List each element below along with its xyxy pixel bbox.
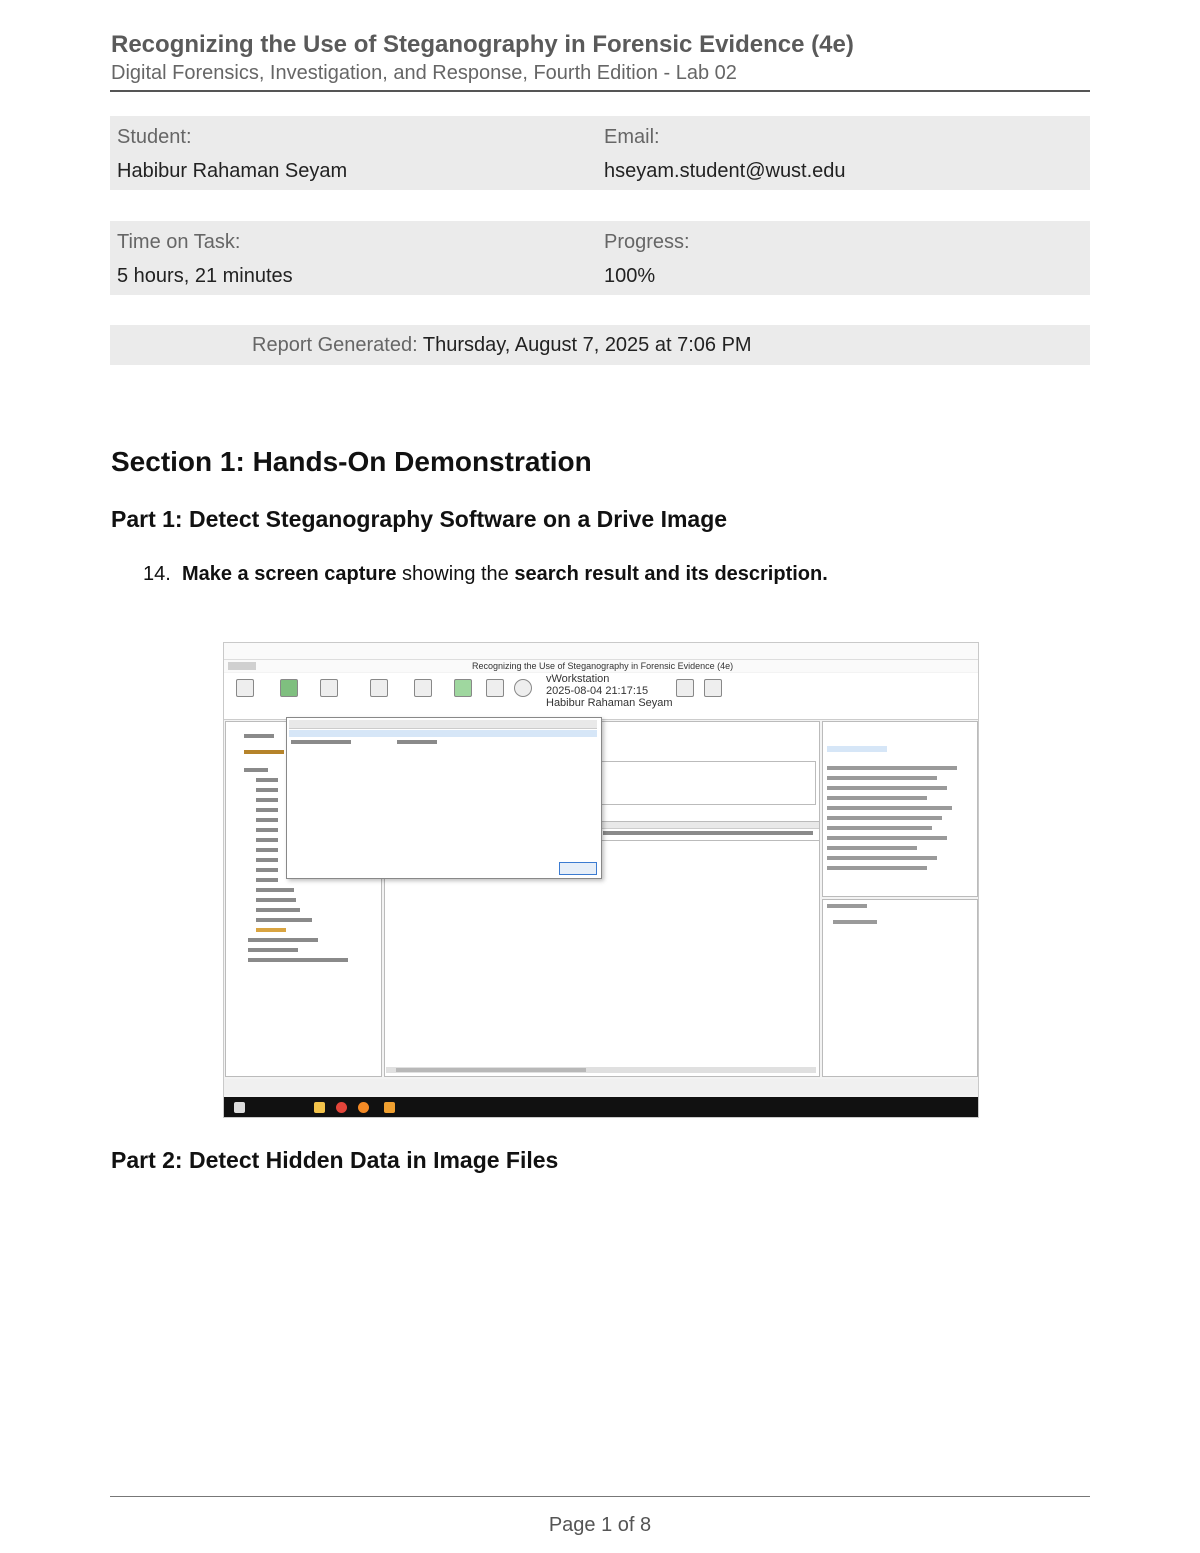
capture-folder-icon bbox=[370, 679, 388, 697]
tree-row bbox=[248, 948, 298, 952]
tree-row bbox=[256, 898, 296, 902]
part1-heading: Part 1: Detect Steganography Software on a Drive Image bbox=[111, 506, 728, 532]
tree-row bbox=[256, 848, 278, 852]
capture-titlebar bbox=[224, 643, 978, 660]
property-row bbox=[827, 806, 952, 810]
progress-info-box bbox=[110, 221, 1090, 295]
capture-export-icon bbox=[454, 679, 472, 697]
grid-header bbox=[601, 822, 819, 829]
page-number: Page 1 of 8 bbox=[548, 1514, 652, 1536]
chrome-icon bbox=[336, 1102, 347, 1113]
capture-results-grid bbox=[600, 821, 820, 841]
tree-row bbox=[256, 928, 286, 932]
property-row bbox=[827, 856, 937, 860]
watermark-line-1: vWorkstation bbox=[546, 673, 610, 685]
tree-row bbox=[248, 938, 318, 942]
property-row bbox=[827, 846, 917, 850]
watermark-line-2: 2025-08-04 21:17:15 bbox=[546, 685, 649, 697]
capture-gear-icon bbox=[236, 679, 254, 697]
tree-row bbox=[256, 868, 278, 872]
progress-field bbox=[604, 231, 690, 288]
capture-properties-pane bbox=[822, 721, 978, 897]
property-row bbox=[827, 826, 932, 830]
progress-value: 100% bbox=[604, 265, 656, 287]
dialog-close-button bbox=[559, 862, 597, 875]
report-generated-box bbox=[110, 325, 1090, 365]
capture-watermark bbox=[546, 673, 673, 709]
student-name: Habibur Rahaman Seyam bbox=[117, 160, 348, 182]
capture-file-list-box bbox=[600, 761, 816, 805]
step-bold-2: search result and its description. bbox=[514, 563, 828, 585]
bookmark-row bbox=[833, 920, 877, 924]
app-icon bbox=[384, 1102, 395, 1113]
bookmarks-title bbox=[827, 904, 867, 908]
capture-delete-icon bbox=[320, 679, 338, 697]
tree-row bbox=[244, 750, 284, 754]
scrollbar-thumb bbox=[396, 1068, 586, 1072]
step-number: 14. bbox=[143, 563, 171, 585]
tree-row bbox=[256, 888, 294, 892]
tree-row bbox=[256, 808, 278, 812]
capture-search-icon bbox=[514, 679, 532, 697]
email-field bbox=[604, 126, 846, 183]
property-row bbox=[827, 866, 927, 870]
email-value: hseyam.student@wust.edu bbox=[604, 160, 846, 182]
tree-row bbox=[256, 908, 300, 912]
document-title: Recognizing the Use of Steganography in Forensic Evidence (4e) bbox=[111, 31, 854, 58]
time-value: 5 hours, 21 minutes bbox=[117, 265, 293, 287]
capture-report-icon bbox=[676, 679, 694, 697]
student-label: Student: bbox=[117, 126, 192, 148]
report-generated bbox=[252, 334, 752, 357]
folder-icon bbox=[314, 1102, 325, 1113]
part2-heading: Part 2: Detect Hidden Data in Image Files bbox=[111, 1147, 559, 1173]
tree-row bbox=[256, 818, 278, 822]
capture-copy-icon bbox=[414, 679, 432, 697]
capture-window-title: Recognizing the Use of Steganography in Forensic Evidence (4e) bbox=[472, 661, 734, 671]
property-row bbox=[827, 766, 957, 770]
footer-divider bbox=[110, 1496, 1090, 1497]
properties-tabs bbox=[827, 746, 887, 752]
tree-row bbox=[256, 788, 278, 792]
windows-start-icon bbox=[234, 1102, 245, 1113]
student-info-box bbox=[110, 116, 1090, 190]
document-subtitle: Digital Forensics, Investigation, and Response, Fourth Edition - Lab 02 bbox=[111, 62, 737, 84]
header-divider bbox=[110, 90, 1090, 92]
step-14 bbox=[143, 563, 828, 586]
tree-row bbox=[244, 734, 274, 738]
tree-row bbox=[256, 918, 312, 922]
property-row bbox=[827, 776, 937, 780]
capture-search-dialog bbox=[286, 717, 602, 879]
time-label: Time on Task: bbox=[117, 231, 241, 253]
capture-save-icon bbox=[704, 679, 722, 697]
property-row bbox=[827, 786, 947, 790]
watermark-line-3: Habibur Rahaman Seyam bbox=[546, 697, 673, 709]
dialog-selected-row bbox=[289, 730, 597, 737]
tree-row bbox=[244, 768, 268, 772]
dialog-row bbox=[397, 740, 437, 744]
grid-row bbox=[603, 831, 813, 835]
capture-tool-icon bbox=[486, 679, 504, 697]
capture-add-icon bbox=[280, 679, 298, 697]
capture-taskbar bbox=[224, 1097, 978, 1117]
capture-file-tab bbox=[228, 662, 256, 670]
tree-row bbox=[256, 878, 278, 882]
tree-row bbox=[256, 778, 278, 782]
step-bold-1: Make a screen capture bbox=[181, 563, 397, 585]
capture-statusbar bbox=[224, 1079, 978, 1095]
capture-scrollbar bbox=[386, 1067, 816, 1073]
report-date: Thursday, August 7, 2025 at 7:06 PM bbox=[422, 334, 752, 356]
dialog-header bbox=[289, 720, 597, 729]
capture-bookmarks-pane bbox=[822, 899, 978, 1077]
tree-row bbox=[248, 958, 348, 962]
dialog-row bbox=[291, 740, 351, 744]
firefox-icon bbox=[358, 1102, 369, 1113]
tree-row bbox=[256, 838, 278, 842]
report-label: Report Generated: bbox=[252, 334, 418, 356]
tree-row bbox=[256, 798, 278, 802]
step-text-1: showing the bbox=[396, 563, 515, 585]
tree-row bbox=[256, 828, 278, 832]
section-heading: Section 1: Hands-On Demonstration bbox=[111, 446, 592, 477]
property-row bbox=[827, 816, 942, 820]
property-row bbox=[827, 796, 927, 800]
screen-capture-image bbox=[223, 642, 979, 1118]
property-row bbox=[827, 836, 947, 840]
email-label: Email: bbox=[604, 126, 660, 148]
capture-ribbon-tabs bbox=[224, 660, 978, 672]
tree-row bbox=[256, 858, 278, 862]
student-field bbox=[117, 126, 347, 183]
time-field bbox=[117, 231, 293, 288]
progress-label: Progress: bbox=[604, 231, 690, 253]
